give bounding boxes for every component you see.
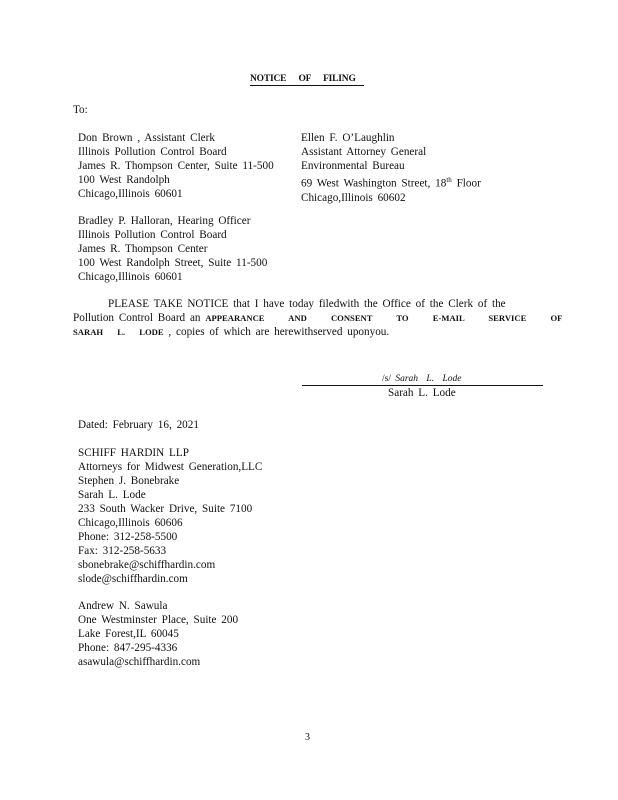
document-type-bold: APPEARANCE AND CONSENT TO E-MAIL SERVICE OF: [205, 313, 563, 323]
firm-signature-block: [78, 446, 262, 586]
notice-line-3-text: , copies of which are herewithserved uponyou.: [168, 326, 390, 338]
address-line: Illinois Pollution Control Board: [78, 229, 227, 241]
sig-italic-name: Sarah L. Lode: [395, 374, 462, 384]
electronic-signature: [382, 372, 461, 386]
address-line: Assistant Attorney General: [301, 146, 427, 158]
address-clerk: [78, 131, 274, 201]
firm-line: Chicago,Illinois 60606: [78, 517, 183, 529]
attorney-line: One Westminster Place, Suite 200: [78, 614, 239, 626]
to-label: To:: [73, 104, 88, 116]
firm-phone: Phone: 312-258-5500: [78, 531, 178, 543]
address-line: 100 West Randolph: [78, 174, 170, 186]
page-number: 3: [305, 732, 310, 743]
address-line: James R. Thompson Center: [78, 243, 208, 255]
second-attorney-block: [78, 599, 238, 669]
firm-line: Stephen J. Bonebrake: [78, 475, 180, 487]
firm-line: 233 South Wacker Drive, Suite 7100: [78, 503, 253, 515]
email-address: slode@schiffhardin.com: [78, 573, 188, 585]
signature-printed-name: Sarah L. Lode: [388, 387, 456, 399]
attorney-phone: Phone: 847-295-4336: [78, 642, 178, 654]
address-line: Don Brown , Assistant Clerk: [78, 132, 215, 144]
notice-paragraph: [73, 297, 563, 339]
notice-line-3: [73, 325, 523, 339]
date-line: Dated: February 16, 2021: [78, 419, 199, 431]
firm-fax: Fax: 312-258-5633: [78, 545, 167, 557]
ordinal-suffix: th: [446, 176, 452, 184]
address-attorney-general: [301, 131, 481, 205]
address-line: Chicago,Illinois 60601: [78, 271, 183, 283]
notice-line-2: [73, 311, 563, 325]
party-name-bold: SARAH L. LODE: [73, 327, 164, 337]
address-line: 69 West Washington Street, 18th Floor: [301, 176, 481, 190]
email-address: asawula@schiffhardin.com: [78, 656, 201, 668]
attorney-line: Andrew N. Sawula: [78, 600, 168, 612]
notice-line-2-text: Pollution Control Board an: [73, 312, 201, 324]
firm-line: Attorneys for Midwest Generation,LLC: [78, 461, 263, 473]
address-line: 100 West Randolph Street, Suite 11-500: [78, 257, 268, 269]
address-line: Ellen F. O’Laughlin: [301, 132, 395, 144]
firm-line: SCHIFF HARDIN LLP: [78, 447, 189, 459]
address-line: Chicago,Illinois 60602: [301, 191, 406, 204]
document-title: NOTICE OF FILING: [250, 74, 364, 86]
notice-line-1: PLEASE TAKE NOTICE that I have today filedwith the Office of the Clerk of the: [108, 298, 506, 310]
address-line: Illinois Pollution Control Board: [78, 146, 227, 158]
address-line: Environmental Bureau: [301, 160, 405, 172]
address-line: Chicago,Illinois 60601: [78, 188, 183, 200]
address-line: Bradley P. Halloran, Hearing Officer: [78, 215, 251, 227]
email-address: sbonebrake@schiffhardin.com: [78, 559, 216, 571]
firm-line: Sarah L. Lode: [78, 489, 146, 501]
attorney-line: Lake Forest,IL 60045: [78, 628, 179, 640]
address-line: James R. Thompson Center, Suite 11-500: [78, 160, 274, 172]
address-hearing-officer: [78, 214, 267, 284]
sig-prefix: /s/: [382, 374, 391, 384]
